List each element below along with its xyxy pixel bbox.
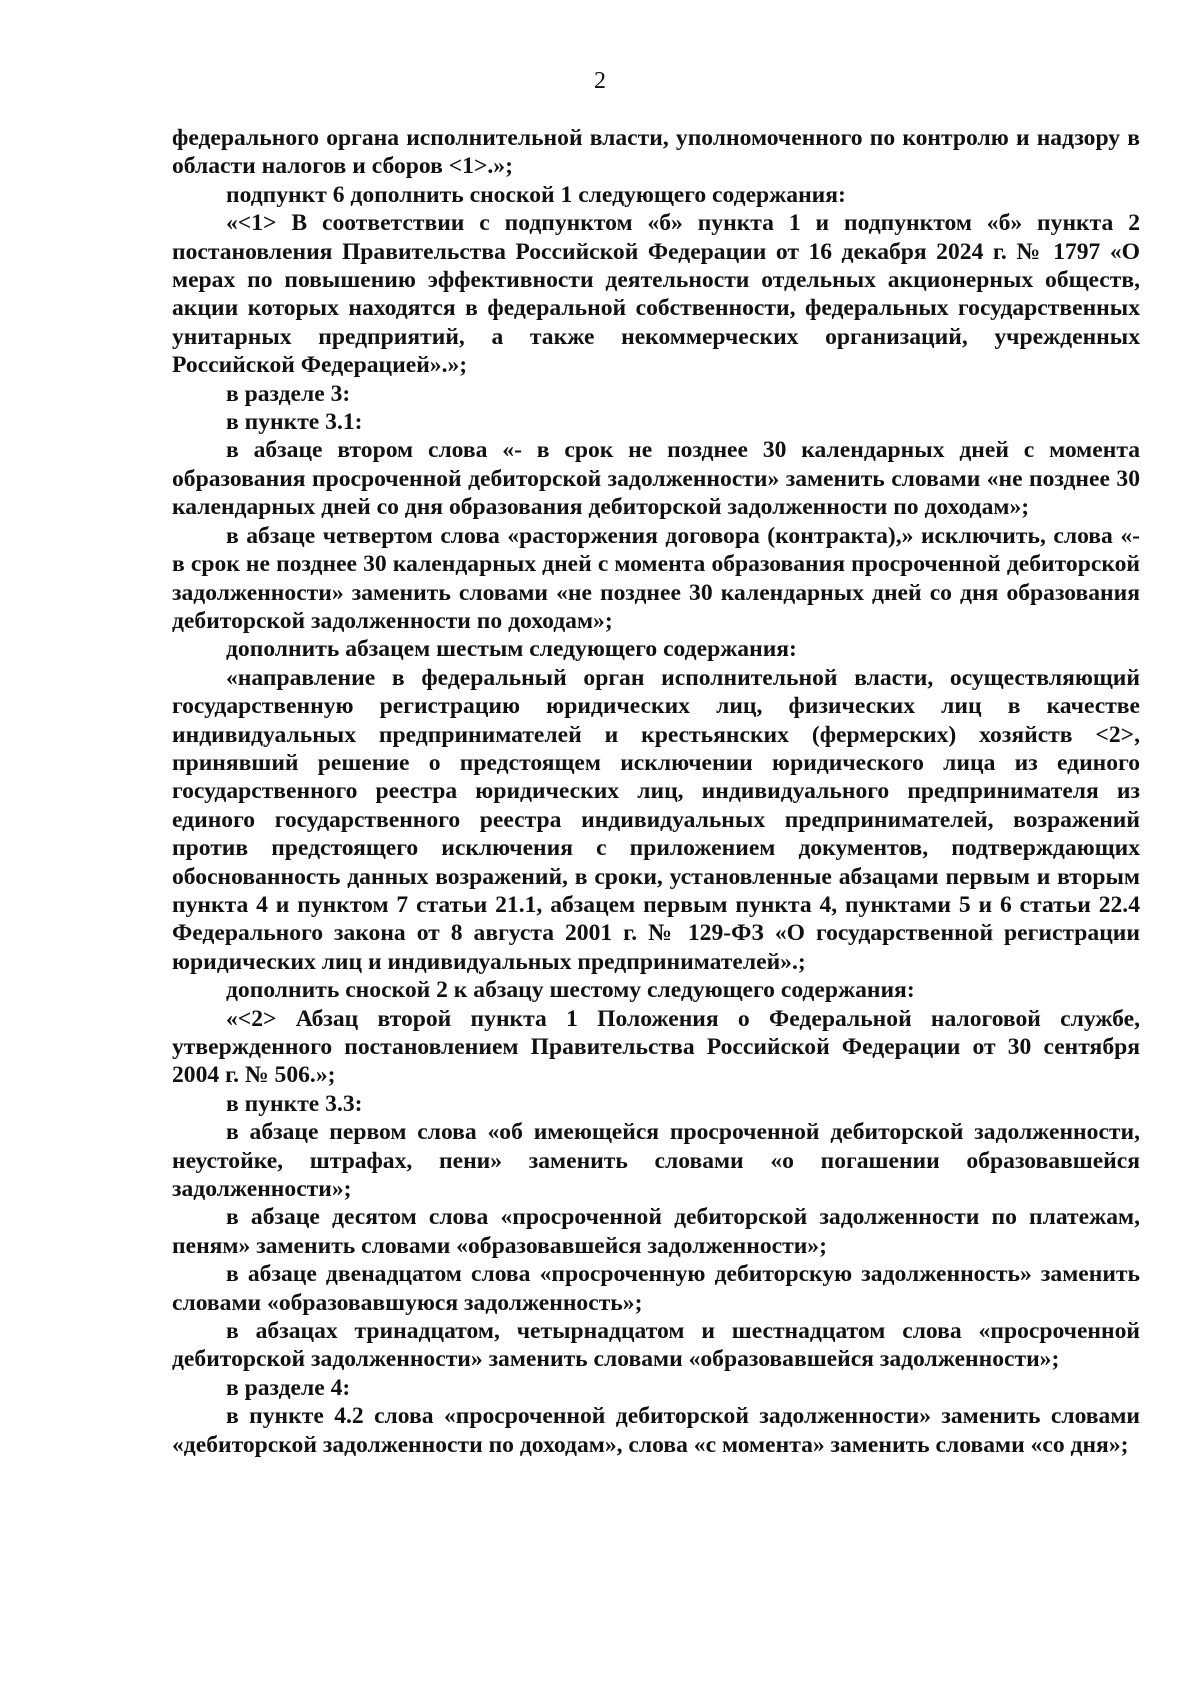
paragraph: дополнить абзацем шестым следующего содержания: xyxy=(226,636,797,663)
paragraph: дополнить сноской 2 к абзацу шестому следующего содержания: xyxy=(226,977,915,1004)
page-number: 2 xyxy=(594,68,606,94)
paragraph: в пункте 3.3: xyxy=(226,1090,363,1117)
paragraph-footnote-1: «<1> В соответствии с подпунктом «б» пункта 1 и подпунктом «б» пункта 2 постановления Правительства Российской Федерации от 16 декабря 2024 г. № 1797 «О мерах по повышению эффективности деятельности отдельных акционерных обществ, акции которых находятся в федеральной собственности, федеральных государственных унитарных предприятий, а также некоммерческих организаций, учрежденных Российской Федерацией».»; xyxy=(172,210,1140,379)
paragraph: в абзаце первом слова «об имеющейся просроченной дебиторской задолженности, неустойке, штрафах, пени» заменить словами «о погашении образовавшейся задолженности»; xyxy=(172,1119,1140,1203)
paragraph: в абзацах тринадцатом, четырнадцатом и шестнадцатом слова «просроченной дебиторской задолженности» заменить словами «образовавшейся задолженности»; xyxy=(172,1318,1140,1373)
paragraph: подпункт 6 дополнить сноской 1 следующего содержания: xyxy=(226,181,846,208)
paragraph: в абзаце четвертом слова «расторжения договора (контракта),» исключить, слова «- в срок не позднее 30 календарных дней с момента образования просроченной дебиторской задолженности» заменить словами «не позднее 30 календарных дней со дня образования дебиторской задолженности по доходам»; xyxy=(172,522,1140,634)
paragraph-footnote-2: «<2> Абзац второй пункта 1 Положения о Федеральной налоговой службе, утвержденного постановлением Правительства Российской Федерации от 30 сентября 2004 г. № 506.»; xyxy=(172,1005,1140,1089)
paragraph: «направление в федеральный орган исполнительной власти, осуществляющий государственную регистрацию юридических лиц, физических лиц в качестве индивидуальных предпринимателей и крестьянских (фермерских) хозяйств <2>, принявший решение о предстоящем исключении юридического лица из единого государственного реестра юридических лиц, индивидуального предпринимателя из единого государственного реестра индивидуальных предпринимателей, возражений против предстоящего исключения с приложением документов, подтверждающих обоснованность данных возражений, в сроки, установленные абзацами первым и вторым пункта 4 и пунктом 7 статьи 21.1, абзацем первым пункта 4, пунктами 5 и 6 статьи 22.4 Федерального закона от 8 августа 2001 г. № 129-ФЗ «О государственной регистрации юридических лиц и индивидуальных предпринимателей».; xyxy=(172,664,1140,975)
paragraph: в пункте 3.1: xyxy=(226,409,363,436)
paragraph: в разделе 3: xyxy=(226,380,351,407)
paragraph: в абзаце десятом слова «просроченной дебиторской задолженности по платежам, пеням» заменить словами «образовавшейся задолженности»; xyxy=(172,1204,1140,1259)
paragraph: в пункте 4.2 слова «просроченной дебиторской задолженности» заменить словами «дебиторской задолженности по доходам», слова «с момента» заменить словами «со дня»; xyxy=(172,1403,1140,1458)
paragraph: в разделе 4: xyxy=(226,1374,351,1401)
paragraph: в абзаце двенадцатом слова «просроченную дебиторскую задолженность» заменить словами «образовавшуюся задолженность»; xyxy=(172,1261,1140,1316)
paragraph-continuation: федерального органа исполнительной власти, уполномоченного по контролю и надзору в области налогов и сборов <1>.»; xyxy=(172,125,1140,180)
document-body xyxy=(172,124,1140,1459)
paragraph: в абзаце втором слова «- в срок не позднее 30 календарных дней с момента образования просроченной дебиторской задолженности» заменить словами «не позднее 30 календарных дней со дня образования дебиторской задолженности по доходам»; xyxy=(172,437,1140,521)
